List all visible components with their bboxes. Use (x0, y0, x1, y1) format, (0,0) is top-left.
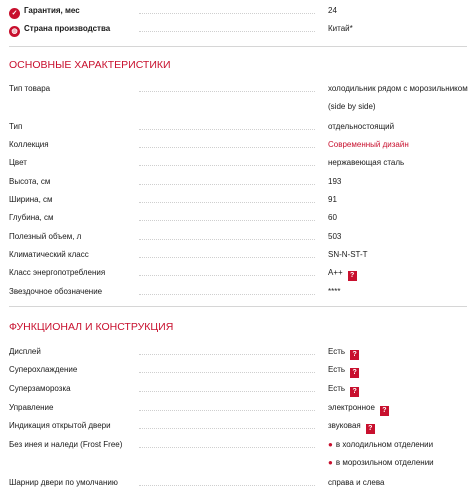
dotted-leader (139, 447, 315, 448)
dotted-leader (139, 147, 315, 148)
dotted-leader (139, 184, 315, 185)
spec-row (9, 264, 467, 282)
dotted-leader (139, 165, 315, 166)
spec-row (9, 191, 467, 209)
dotted-leader (139, 410, 315, 411)
dotted-leader (139, 257, 315, 258)
section-divider (9, 46, 467, 47)
globe-icon: ◍ (9, 26, 20, 37)
spec-row (9, 173, 467, 191)
spec-label: Климатический класс (9, 250, 89, 259)
spec-value: A++ (328, 268, 343, 277)
spec-value: отдельностоящий (328, 122, 395, 131)
spec-label: Суперзаморозка (9, 384, 71, 393)
help-icon[interactable]: ? (380, 406, 389, 416)
spec-value: в холодильном отделении (335, 440, 434, 449)
spec-label: Страна производства (24, 24, 111, 33)
spec-value: нержавеющая сталь (328, 158, 405, 167)
spec-value: 193 (328, 177, 342, 186)
help-icon[interactable]: ? (366, 424, 375, 434)
dotted-leader (139, 485, 315, 486)
section-divider (9, 306, 467, 307)
spec-row (9, 228, 467, 246)
section-title-main: ОСНОВНЫЕ ХАРАКТЕРИСТИКИ (9, 59, 171, 71)
help-icon[interactable]: ? (350, 368, 359, 378)
spec-value-continued: (side by side) (328, 102, 376, 111)
dotted-leader (139, 129, 315, 130)
spec-value: звуковая (328, 421, 361, 430)
spec-label: Дисплей (9, 347, 41, 356)
dotted-leader (139, 202, 315, 203)
spec-value: Есть (328, 365, 346, 374)
spec-value: SN-N-ST-T (328, 250, 368, 259)
spec-value: 91 (328, 195, 337, 204)
spec-value: 60 (328, 213, 337, 222)
dotted-leader (139, 354, 315, 355)
spec-value: 24 (328, 6, 337, 15)
help-icon[interactable]: ? (348, 271, 357, 281)
spec-value-continued: в морозильном отделении (335, 458, 434, 467)
spec-row-country (9, 20, 467, 38)
spec-row (9, 80, 468, 111)
spec-row (9, 417, 467, 435)
spec-value: 503 (328, 232, 342, 241)
spec-row (9, 343, 467, 361)
help-icon[interactable]: ? (350, 350, 359, 360)
spec-value: холодильник рядом с морозильником (328, 84, 468, 93)
spec-row (9, 154, 467, 172)
dotted-leader (139, 428, 315, 429)
spec-row (9, 361, 467, 379)
spec-value: электронное (328, 403, 375, 412)
spec-row (9, 209, 467, 227)
shield-check-icon: ✓ (9, 8, 20, 19)
spec-label: Управление (9, 403, 54, 412)
spec-label: Полезный объем, л (9, 232, 82, 241)
spec-row (9, 399, 467, 417)
dotted-leader (139, 372, 315, 373)
spec-label: Тип товара (9, 84, 51, 93)
dotted-leader (139, 31, 315, 32)
spec-row (9, 474, 467, 492)
section-title-func: ФУНКЦИОНАЛ И КОНСТРУКЦИЯ (9, 321, 174, 333)
spec-value: справа и слева (328, 478, 385, 487)
spec-label: Гарантия, мес (24, 6, 80, 15)
spec-value: Есть (328, 347, 346, 356)
spec-row (9, 246, 467, 264)
spec-label: Коллекция (9, 140, 49, 149)
spec-label: Суперохлаждение (9, 365, 78, 374)
spec-row (9, 118, 467, 136)
spec-label: Тип (9, 122, 23, 131)
spec-label: Глубина, см (9, 213, 54, 222)
spec-row (9, 436, 467, 467)
dotted-leader (139, 391, 315, 392)
spec-label: Звездочное обозначение (9, 287, 103, 296)
help-icon[interactable]: ? (350, 387, 359, 397)
bullet-icon: ● (328, 440, 333, 449)
dotted-leader (139, 294, 315, 295)
collection-link[interactable]: Современный дизайн (328, 140, 409, 149)
spec-label: Класс энергопотребления (9, 268, 106, 277)
spec-label: Без инея и наледи (Frost Free) (9, 440, 123, 449)
spec-row (9, 136, 467, 154)
spec-value: Китай* (328, 24, 353, 33)
spec-value: Есть (328, 384, 346, 393)
spec-value: **** (328, 287, 341, 296)
spec-label: Высота, см (9, 177, 51, 186)
spec-label: Шарнир двери по умолчанию (9, 478, 118, 487)
bullet-icon: ● (328, 458, 333, 467)
spec-label: Цвет (9, 158, 27, 167)
dotted-leader (139, 275, 315, 276)
dotted-leader (139, 220, 315, 221)
dotted-leader (139, 239, 315, 240)
spec-row-warranty (9, 2, 467, 20)
spec-label: Ширина, см (9, 195, 53, 204)
spec-row (9, 380, 467, 398)
dotted-leader (139, 13, 315, 14)
spec-label: Индикация открытой двери (9, 421, 111, 430)
dotted-leader (139, 91, 315, 92)
spec-row (9, 283, 467, 301)
